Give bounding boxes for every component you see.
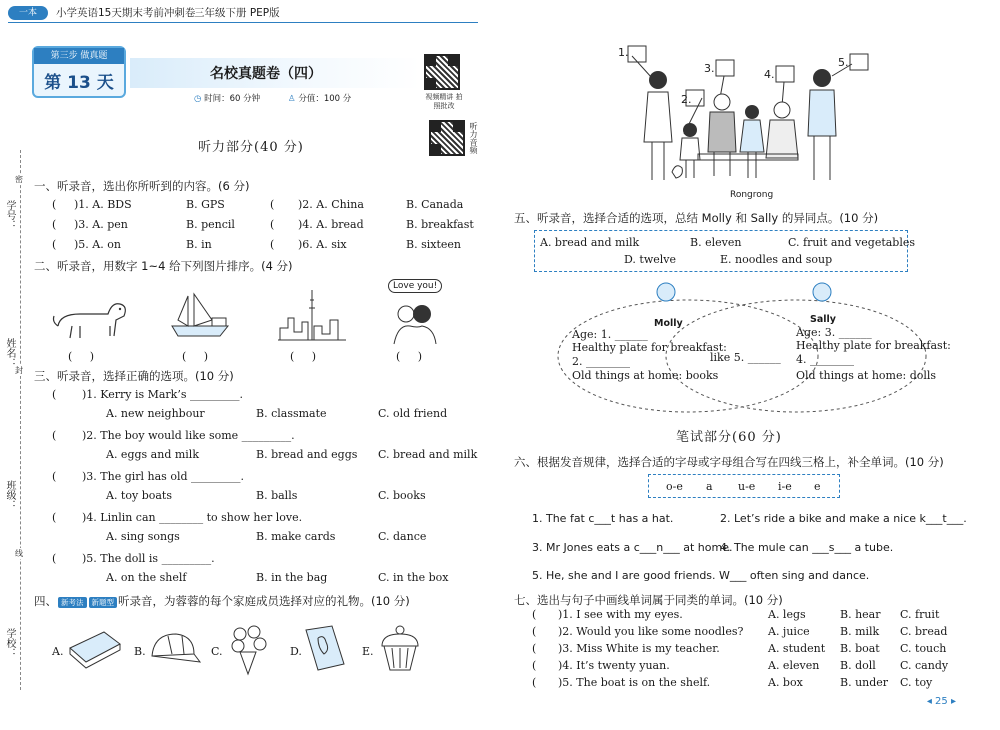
new-type-tag: 新题型 [89,597,118,608]
cupcake-gift-image [378,624,424,674]
sally-old-things: Old things at home: dolls [796,369,937,382]
qr-audio-caption: 听力音频 [469,122,478,154]
option-b[interactable]: B. balls [256,489,298,502]
option-b[interactable]: B. doll [840,659,876,672]
option-a[interactable]: A. box [768,676,803,689]
letter-option-o-e[interactable]: o-e [666,480,683,493]
question-item: ( )1. Kerry is Mark’s _________. A. new neighbour B. classmate C. old friend [52,388,448,420]
ship-image [168,290,238,342]
option-a[interactable]: A. sing songs [106,530,180,543]
book-title: 小学英语15天期末考前冲刺卷 [56,7,196,19]
molly-name: Molly [654,318,683,329]
option-b[interactable]: B. hear [840,608,881,621]
section1-row [52,198,492,218]
option-c[interactable]: C. toy [900,676,933,689]
new-method-tag: 新考法 [58,597,87,608]
header-rule [8,22,478,23]
time-text: 时间：60 分钟 [204,94,261,104]
school-label: 学校： [4,628,15,658]
family-number-2: 2. [681,93,692,106]
person-icon: ♙ [288,94,296,104]
s5-option-b[interactable]: B. eleven [690,236,742,249]
option-c[interactable]: C. dance [378,530,427,543]
question-item: ( )3. The girl has old _________. A. toy boats B. balls C. books [52,470,426,502]
option-b[interactable]: B. bread and eggs [256,448,358,461]
option-c[interactable]: C. bread and milk [378,448,478,461]
day-label: 第 13 天 [44,73,114,93]
question-text: )5. The boat is on the shelf. [558,676,711,689]
writing-title: 笔试部分(60 分) [676,430,782,445]
gift-label-d: D. [290,645,302,658]
dog-image [50,296,130,344]
option-c[interactable]: C. bread [900,625,948,638]
both-like-blank[interactable]: like 5. ______ [710,351,781,364]
question-item: ( )1. I see with my eyes. A. legs B. hear C. fruit [532,608,940,621]
option-a[interactable]: A. eggs and milk [106,448,199,461]
seal-mark-2: 封 [15,366,23,375]
day-badge [32,46,126,98]
section2-heading: 二、听录音，用数字 1~4 给下列图片排序。(4 分) [34,259,293,273]
gift-label-a: A. [52,645,64,658]
question-item: ( )3. Miss White is my teacher. A. student B. boat C. touch [532,642,947,655]
question-item: ( )4. It’s twenty yuan. A. eleven B. doll C. candy [532,659,949,672]
section4-number: 四、 [34,594,57,608]
next-page-icon: ▸ [950,696,956,707]
question-text: )1. Kerry is Mark’s _________. [82,388,243,401]
qr-code-audio[interactable] [429,120,465,156]
option-b[interactable]: B. breakfast [406,218,474,231]
qr-code-video[interactable] [424,54,460,90]
option-c[interactable]: C. touch [900,642,947,655]
option-a[interactable]: A. juice [768,625,810,638]
family-caption: Rongrong [730,190,774,200]
option-a[interactable]: )6. A. six [298,238,347,251]
mother-child-image [388,300,440,346]
phonics-item-4[interactable]: 4. The mule can ___s___ a tube. [720,541,894,554]
paper-title: 名校真题卷（四） [210,66,322,82]
clock-icon: ◷ [194,94,202,104]
binding-line [20,150,21,690]
question-item: ( )4. Linlin can ________ to show her love. A. sing songs B. make cards C. dance [52,511,427,543]
listening-title: 听力部分(40 分) [198,140,304,155]
picture-order-blank-4[interactable]: ( ) [396,350,423,363]
sally-name: Sally [810,314,836,325]
qr-video-caption: 视频精讲 拍照批改 [425,93,463,110]
option-b[interactable]: B. GPS [186,198,225,211]
student-id-label: 学号： [4,200,15,230]
option-c[interactable]: C. old friend [378,407,448,420]
section3-heading: 三、听录音，选择正确的选项。(10 分) [34,369,234,383]
student-name-label: 姓名： [4,338,15,368]
question-text: )4. Linlin can ________ to show her love. [82,511,303,524]
brand-logo: 一本 [8,6,48,20]
family-number-5: 5. [838,56,849,69]
question-item: ( )5. The boat is on the shelf. A. box B. under C. toy [532,676,933,689]
option-c[interactable]: C. books [378,489,426,502]
page-number [927,696,956,707]
question-text: )4. It’s twenty yuan. [558,659,670,672]
prev-page-icon: ◂ [926,696,932,707]
option-c[interactable]: C. candy [900,659,949,672]
option-b[interactable]: B. in [186,238,212,251]
molly-age[interactable]: Age: 1. ______ [572,328,648,341]
option-b[interactable]: B. in the bag [256,571,328,584]
question-text: )1. I see with my eyes. [558,608,683,621]
letter-option-e[interactable]: e [814,480,821,493]
sally-plate-label: Healthy plate for breakfast: [796,339,951,352]
option-a[interactable]: A. legs [768,608,806,621]
class-label: 班级： [4,480,15,510]
option-a[interactable]: A. on the shelf [106,571,187,584]
option-a[interactable]: A. student [768,642,826,655]
bracket: ( [270,218,275,231]
s5-option-e[interactable]: E. noodles and soup [720,253,833,266]
score-text: 分值：100 分 [298,94,352,104]
molly-old-things: Old things at home: books [572,369,719,382]
s5-option-a[interactable]: A. bread and milk [540,236,640,249]
page-number-text: 25 [935,696,948,707]
question-text: )2. Would you like some noodles? [558,625,744,638]
section5-heading: 五、听录音，选择合适的选项，总结 Molly 和 Sally 的异同点。(10 分) [514,211,879,225]
option-b[interactable]: B. make cards [256,530,336,543]
bracket: ( [270,198,275,211]
question-item: ( )5. The doll is _________. A. on the shelf B. in the bag C. in the box [52,552,449,584]
section1-grid [52,198,492,258]
book-gift-image [68,628,122,668]
phonics-item-3[interactable]: 3. Mr Jones eats a c___n___ at home. [532,541,733,554]
section4-heading [34,593,410,609]
bracket: ( [270,238,275,251]
paper-time [194,92,260,104]
grade-label: 三年级下册 PEP版 [194,7,280,19]
picture-order-blank-2[interactable]: ( ) [182,350,209,363]
option-a[interactable]: )5. A. on [74,238,121,251]
option-a[interactable]: A. eleven [768,659,820,672]
option-a[interactable]: )1. A. BDS [74,198,132,211]
gift-label-e: E. [362,645,374,658]
option-b[interactable]: B. classmate [256,407,327,420]
flowers-gift-image [226,624,272,676]
question-text: )2. The boy would like some _________. [82,429,295,442]
section4-text: 听录音，为蓉蓉的每个家庭成员选择对应的礼物。(10 分) [118,594,410,608]
city-skyline-image [278,288,348,344]
bracket: ( [52,238,57,251]
option-a[interactable]: )2. A. China [298,198,364,211]
letter-option-a[interactable]: a [706,480,713,493]
question-text: )3. Miss White is my teacher. [558,642,720,655]
section3-list [52,388,492,593]
gift-label-b: B. [134,645,146,658]
option-b[interactable]: B. boat [840,642,880,655]
option-a[interactable]: A. new neighbour [106,407,205,420]
family-number-1: 1. [618,46,629,59]
card-gift-image [304,624,348,672]
phonics-item-2[interactable]: 2. Let’s ride a bike and make a nice k___t___. [720,512,967,525]
option-b[interactable]: B. under [840,676,889,689]
section1-row [52,218,492,238]
picture-order-blank-3[interactable]: ( ) [290,350,317,363]
bracket: ( [52,198,57,211]
option-a[interactable]: A. toy boats [106,489,172,502]
section6-heading: 六、根据发音规律，选择合适的字母或字母组合写在四线三格上，补全单词。(10 分) [514,455,944,469]
question-text: )3. The girl has old _________. [82,470,245,483]
phonics-item-5[interactable]: 5. He, she and I are good friends. W___ often sing and dance. [532,569,870,582]
seal-mark-1: 密 [15,175,23,184]
paper-score [288,92,351,104]
option-a[interactable]: )4. A. bread [298,218,364,231]
option-b[interactable]: B. Canada [406,198,464,211]
section7-list [532,608,952,693]
section1-row [52,238,492,258]
picture-order-blank-1[interactable]: ( ) [68,350,95,363]
s5-option-d[interactable]: D. twelve [624,253,677,266]
question-text: )5. The doll is _________. [82,552,215,565]
molly-plate-blank[interactable]: 2. ________ [572,355,630,368]
speech-bubble: Love you! [388,279,442,293]
step-label: 第三步 做真题 [34,48,124,64]
family-number-3: 3. [704,62,715,75]
option-a[interactable]: )3. A. pen [74,218,128,231]
phonics-item-1[interactable]: 1. The fat c___t has a hat. [532,512,674,525]
gift-label-c: C. [211,645,223,658]
option-b[interactable]: B. sixteen [406,238,461,251]
seal-mark-3: 线 [15,549,23,558]
option-b[interactable]: B. milk [840,625,880,638]
letter-option-u-e[interactable]: u-e [738,480,756,493]
molly-plate-label: Healthy plate for breakfast: [572,341,727,354]
cap-gift-image [148,628,202,670]
bracket: ( [52,218,57,231]
option-b[interactable]: B. pencil [186,218,235,231]
option-c[interactable]: C. fruit [900,608,940,621]
section7-heading: 七、选出与句子中画线单词属于同类的单词。(10 分) [514,593,783,607]
option-c[interactable]: C. in the box [378,571,449,584]
family-number-4: 4. [764,68,775,81]
sally-age[interactable]: Age: 3. ______ [796,326,872,339]
question-item: ( )2. Would you like some noodles? A. juice B. milk C. bread [532,625,948,638]
section1-heading: 一、听录音，选出你所听到的内容。(6 分) [34,179,250,193]
question-item: ( )2. The boy would like some _________. A. eggs and milk B. bread and eggs C. bread and milk [52,429,478,461]
letter-option-i-e[interactable]: i-e [778,480,792,493]
s5-option-c[interactable]: C. fruit and vegetables [788,236,916,249]
sally-plate-blank[interactable]: 4. ________ [796,353,854,366]
